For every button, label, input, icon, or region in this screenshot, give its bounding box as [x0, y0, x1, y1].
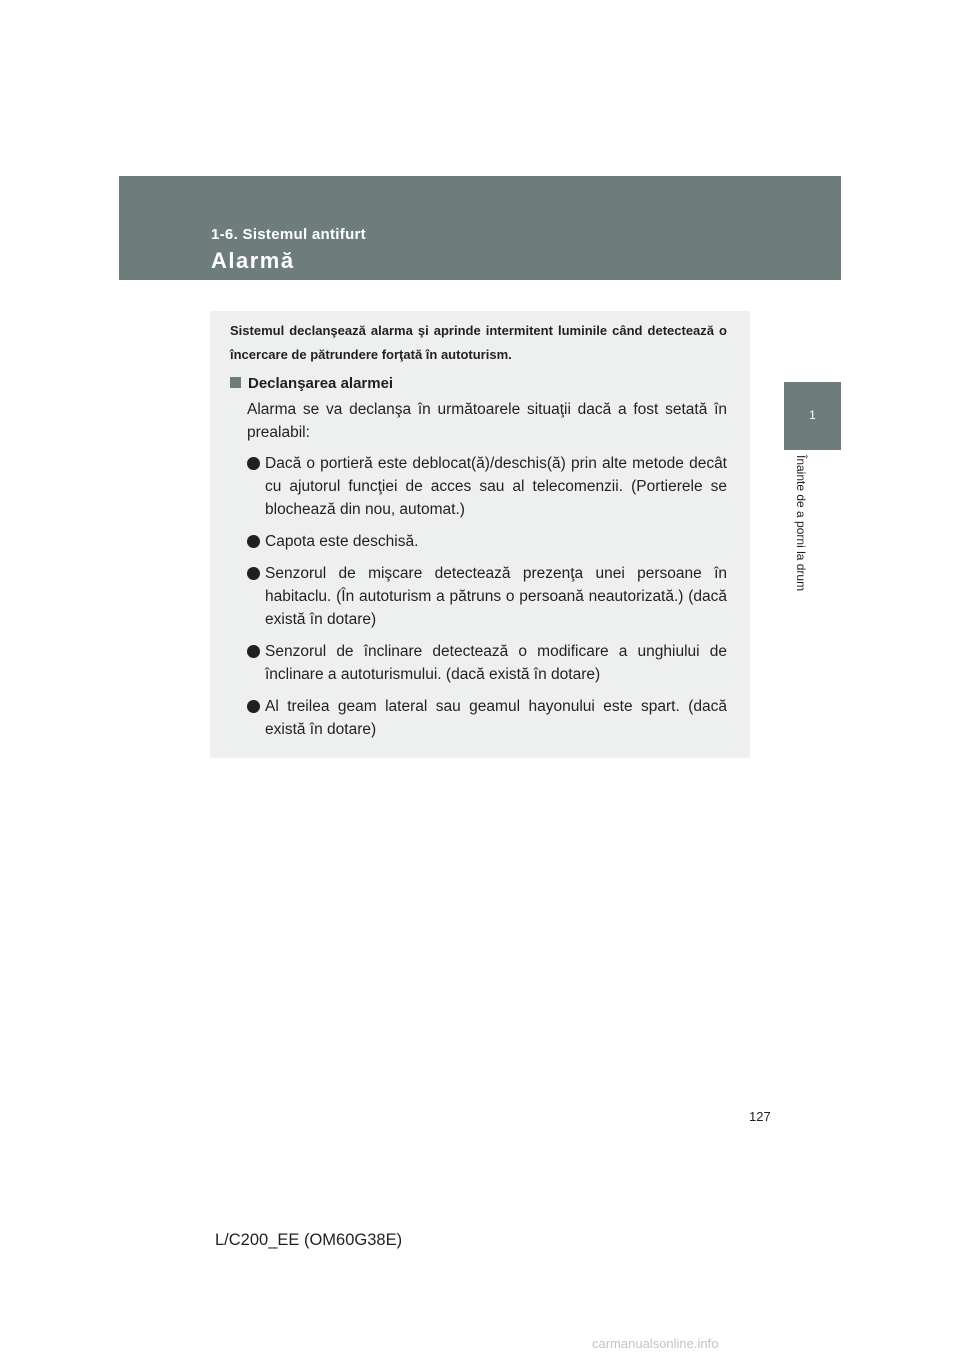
list-item [247, 562, 727, 631]
list-item [247, 530, 727, 553]
page-number: 127 [749, 1109, 771, 1124]
subheading-label: Declanşarea alarmei [248, 375, 394, 392]
list-item-text: Dacă o portieră este deblocat(ă)/deschis(ă) prin alte metode decât cu ajutorul funcţiei de acces sau al telecomenzii. (Portierele se blochează din nou, automat.) [265, 455, 727, 518]
lead-text: Alarma se va declanşa în următoarele situaţii dacă a fost setată în prealabil: [247, 401, 727, 441]
circle-bullet-icon [247, 535, 260, 548]
square-bullet-icon [230, 377, 241, 388]
watermark: carmanualsonline.info [592, 1336, 719, 1351]
circle-bullet-icon [247, 700, 260, 713]
bullet-list [247, 452, 727, 750]
header-band [119, 176, 841, 280]
list-item-text: Capota este deschisă. [265, 533, 419, 550]
chapter-number: 1 [809, 408, 816, 422]
circle-bullet-icon [247, 645, 260, 658]
intro-text: Sistemul declanşează alarma şi aprinde intermitent luminile când detectează o încercare de pătrundere forţată în autoturism. [230, 323, 727, 362]
list-item [247, 452, 727, 521]
subheading [230, 373, 393, 395]
list-item [247, 640, 727, 686]
document-code: L/C200_EE (OM60G38E) [215, 1231, 403, 1249]
circle-bullet-icon [247, 457, 260, 470]
list-item-text: Al treilea geam lateral sau geamul hayonului este spart. (dacă există în dotare) [265, 698, 727, 738]
section-label: 1-6. Sistemul antifurt [211, 226, 366, 243]
list-item [247, 695, 727, 741]
list-item-text: Senzorul de înclinare detectează o modificare a unghiului de înclinare a autoturismului. (dacă există în dotare) [265, 643, 727, 683]
chapter-tab [784, 382, 841, 450]
content-box [210, 311, 750, 758]
page-title: Alarmă [211, 248, 295, 273]
circle-bullet-icon [247, 567, 260, 580]
chapter-title: Înainte de a porni la drum [794, 455, 808, 592]
list-item-text: Senzorul de mişcare detectează prezenţa unei persoane în habitaclu. (În autoturism a pătruns o persoană neautorizată.) (dacă există în dotare) [265, 565, 727, 628]
